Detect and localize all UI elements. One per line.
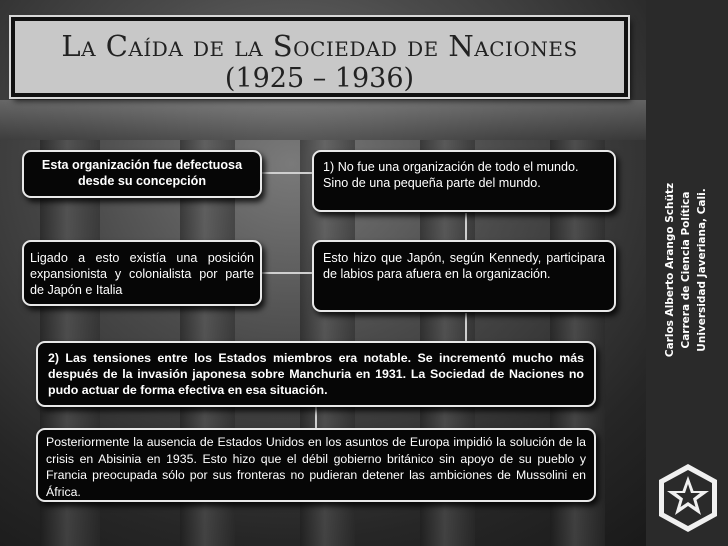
- box-member-tensions: [36, 341, 596, 407]
- background-gate-beam: [0, 100, 646, 140]
- author-program: Carrera de Ciencia Política: [680, 191, 692, 349]
- box-expansionism: [22, 240, 262, 306]
- box-japan-participation: [312, 240, 616, 312]
- box-not-worldwide-text: 1) No fue una organización de todo el mundo. Sino de una pequeña parte del mundo.: [323, 160, 579, 190]
- box-expansionism-text: Ligado a esto existía una posición expansionista y colonialista por parte de Japón e Italia: [30, 251, 254, 297]
- box-us-absence: [36, 428, 596, 502]
- connector-arrow: [262, 172, 312, 174]
- box-not-worldwide: [312, 150, 616, 212]
- connector-arrow: [465, 213, 467, 240]
- box-japan-participation-text: Esto hizo que Japón, según Kennedy, participara de labios para afuera en la organización.: [323, 251, 605, 281]
- star-emblem-icon: [655, 462, 721, 534]
- author-university: Universidad Javeriana, Cali.: [696, 188, 708, 352]
- box-us-absence-text: Posteriormente la ausencia de Estados Unidos en los asuntos de Europa impidió la solución de la crisis en Abisinia en 1935. Esto hizo que el débil gobierno británico sin apoyo de su pueblo y Francia preocupada sólo por sus fronteras no pudieran detener las ambiciones de Mussolini en África.: [46, 435, 586, 499]
- page-subtitle-years: (1925 – 1936): [224, 63, 415, 94]
- connector-arrow: [465, 313, 467, 341]
- connector-arrow: [315, 407, 317, 428]
- title-banner: [11, 17, 628, 97]
- connector-arrow: [262, 272, 312, 274]
- box-flawed-organization: [22, 150, 262, 198]
- author-credits: [636, 170, 728, 370]
- author-name: Carlos Alberto Arango Schütz: [664, 182, 676, 358]
- box-flawed-organization-text: Esta organización fue defectuosa desde su concepción: [41, 158, 243, 188]
- page-title: La Caída de la Sociedad de Naciones: [61, 29, 578, 63]
- box-member-tensions-text: 2) Las tensiones entre los Estados miembros era notable. Se incrementó mucho más después de la invasión japonesa sobre Manchuria en 1931. La Sociedad de Naciones no pudo actuar de forma efectiva en esa situación.: [48, 351, 584, 397]
